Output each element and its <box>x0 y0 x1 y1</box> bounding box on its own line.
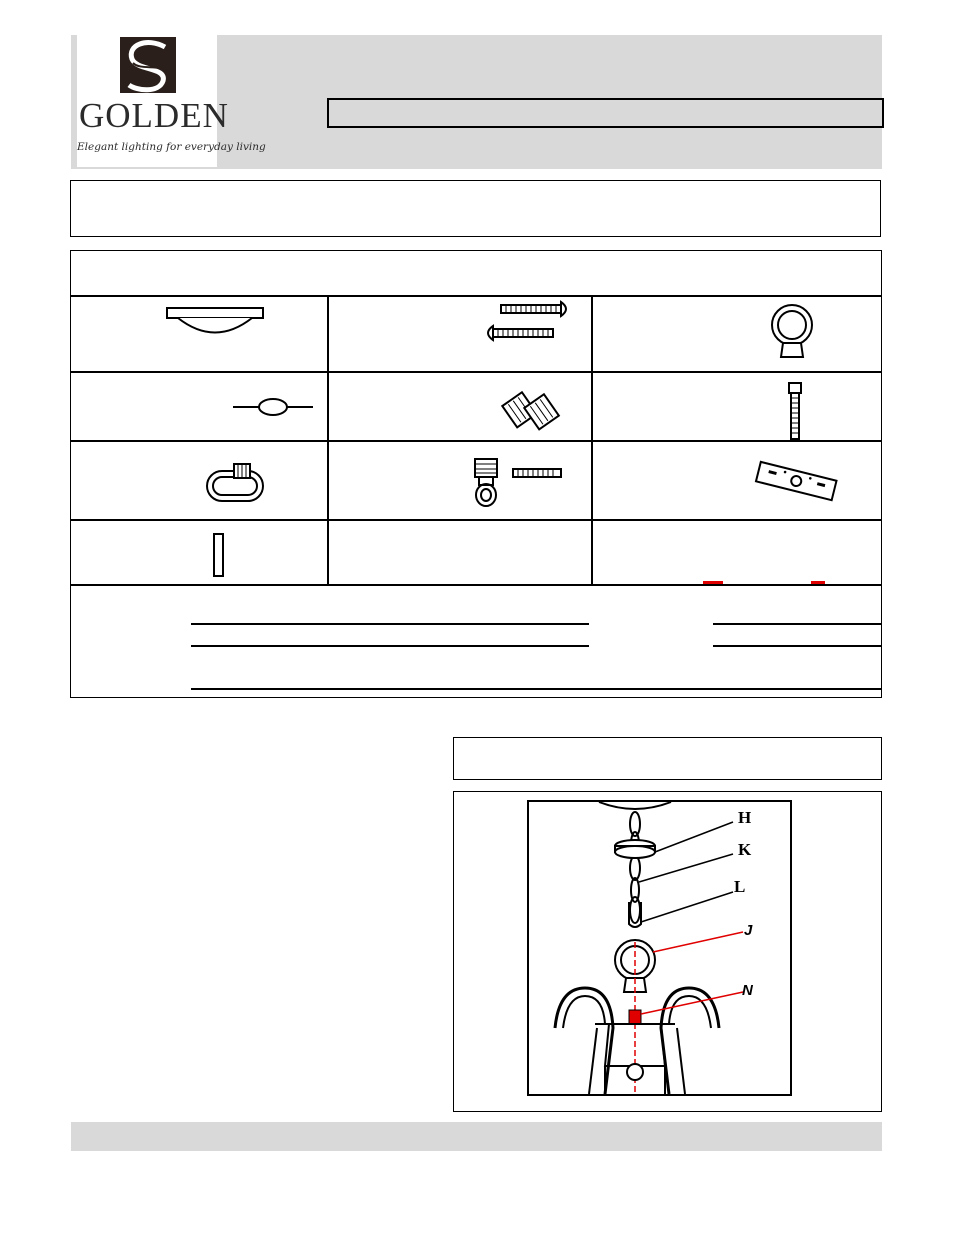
callout-j: J <box>744 922 753 939</box>
loop-icon <box>769 301 815 369</box>
wire-nuts-icon <box>499 387 561 433</box>
mounting-screws-icon <box>481 299 573 351</box>
notice-box <box>70 180 881 237</box>
part-chain-link <box>231 395 315 424</box>
part-chain-spacer <box>213 533 225 584</box>
canopy-icon <box>166 307 266 343</box>
record-line-2b <box>713 645 881 647</box>
part-threaded-nipple <box>785 381 807 448</box>
record-line-1a <box>191 623 589 625</box>
record-line-3 <box>191 688 881 690</box>
callout-h: H <box>738 808 752 827</box>
record-line-2a <box>191 645 589 647</box>
chain-spacer-icon <box>213 533 225 579</box>
record-line-1b <box>713 623 881 625</box>
parts-table <box>70 250 882 698</box>
part-mounting-screws <box>481 299 573 356</box>
callout-n: N <box>742 982 753 999</box>
red-mark-right-2 <box>811 581 825 584</box>
brand-name: GOLDEN <box>79 96 229 135</box>
callout-l: L <box>734 877 746 896</box>
crossbar-icon <box>753 457 839 507</box>
swivel-and-hex-nut-icon <box>471 457 571 509</box>
chain-link-icon <box>231 395 315 419</box>
red-mark-right <box>703 581 723 584</box>
quick-link-icon <box>204 461 268 505</box>
part-crossbar <box>753 457 839 512</box>
part-quick-link <box>204 461 268 510</box>
part-loop <box>769 301 815 374</box>
part-swivel-and-hex-nut <box>471 457 571 514</box>
step-header-box <box>453 737 882 780</box>
part-wire-nuts <box>499 387 561 438</box>
threaded-nipple-icon <box>785 381 807 443</box>
assembly-diagram <box>527 800 792 1096</box>
part-canopy <box>166 307 266 348</box>
callout-k: K <box>738 840 752 859</box>
brand-tagline: Elegant lighting for everyday living <box>77 141 266 153</box>
footer-band <box>71 1122 882 1151</box>
title-bar <box>327 98 884 128</box>
